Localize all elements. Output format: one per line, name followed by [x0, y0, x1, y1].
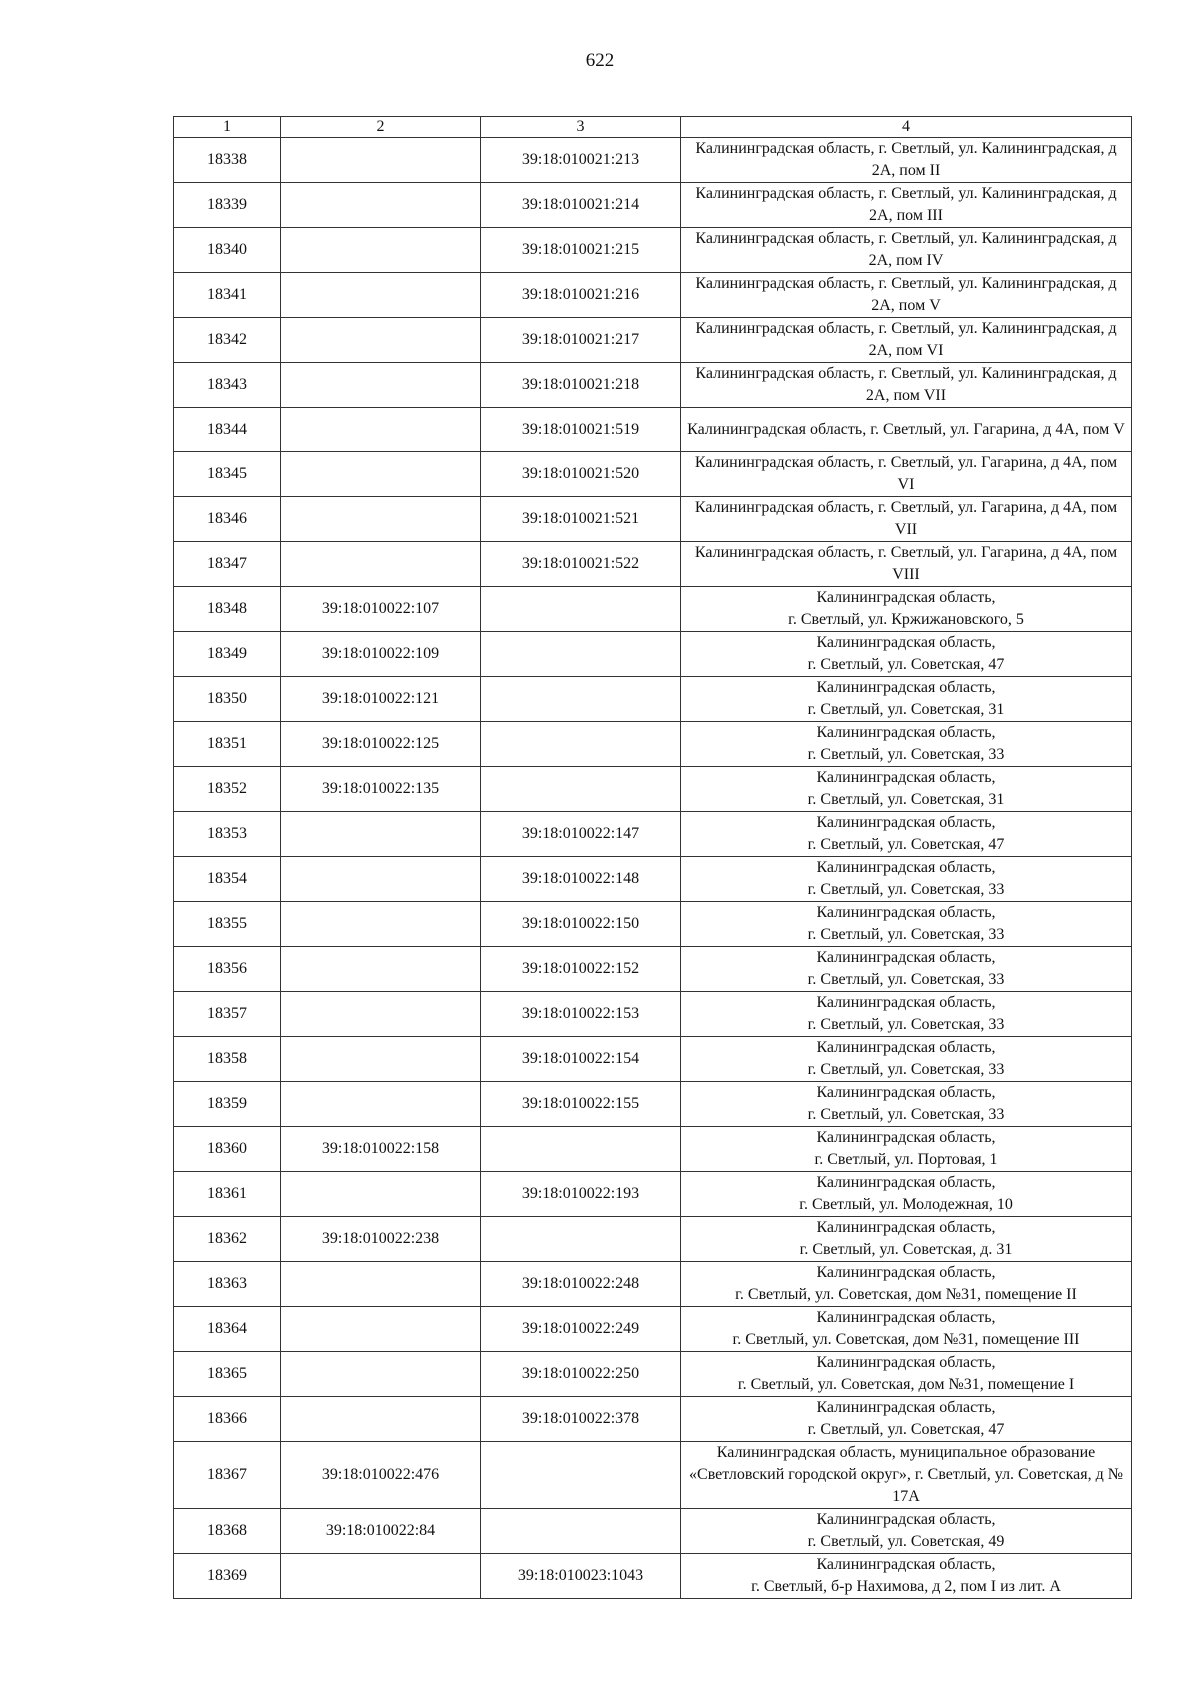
table-header	[174, 117, 1132, 138]
row-number-cell: 18357	[174, 992, 281, 1037]
cadastral-number-cell: 39:18:010022:148	[481, 857, 681, 902]
row-number-cell: 18355	[174, 902, 281, 947]
cadastral-number-cell	[281, 542, 481, 587]
table-row	[174, 902, 1132, 947]
cadastral-number-cell	[281, 273, 481, 318]
row-number-cell: 18361	[174, 1172, 281, 1217]
cadastral-number-cell: 39:18:010022:378	[481, 1397, 681, 1442]
cadastral-number-cell	[281, 812, 481, 857]
cadastral-number-cell	[281, 1397, 481, 1442]
address-cell: Калининградская область, г. Светлый, ул. Советская, 33	[681, 857, 1132, 902]
row-number-cell: 18346	[174, 497, 281, 542]
cadastral-number-cell	[281, 1037, 481, 1082]
table-row	[174, 1397, 1132, 1442]
column-header-1: 1	[174, 117, 281, 138]
row-number-cell: 18342	[174, 318, 281, 363]
address-cell: Калининградская область, г. Светлый, ул. Советская, дом №31, помещение II	[681, 1262, 1132, 1307]
table-row	[174, 452, 1132, 497]
row-number-cell: 18344	[174, 408, 281, 452]
cadastral-number-cell: 39:18:010021:213	[481, 138, 681, 183]
address-cell: Калининградская область, г. Светлый, ул. Советская, дом №31, помещение I	[681, 1352, 1132, 1397]
cadastral-number-cell: 39:18:010022:158	[281, 1127, 481, 1172]
cadastral-number-cell	[281, 1172, 481, 1217]
table-row	[174, 677, 1132, 722]
row-number-cell: 18353	[174, 812, 281, 857]
cadastral-number-cell	[481, 722, 681, 767]
table-row	[174, 318, 1132, 363]
address-cell: Калининградская область, г. Светлый, ул. Гагарина, д 4А, пом VIII	[681, 542, 1132, 587]
row-number-cell: 18369	[174, 1554, 281, 1599]
address-cell: Калининградская область, г. Светлый, ул. Советская, 47	[681, 812, 1132, 857]
row-number-cell: 18348	[174, 587, 281, 632]
row-number-cell: 18338	[174, 138, 281, 183]
row-number-cell: 18352	[174, 767, 281, 812]
address-cell: Калининградская область, г. Светлый, ул. Советская, 33	[681, 947, 1132, 992]
cadastral-number-cell	[481, 1509, 681, 1554]
address-cell: Калининградская область, г. Светлый, ул. Калининградская, д 2А, пом III	[681, 183, 1132, 228]
cadastral-number-cell: 39:18:010022:150	[481, 902, 681, 947]
cadastral-number-cell	[281, 452, 481, 497]
row-number-cell: 18368	[174, 1509, 281, 1554]
cadastral-number-cell: 39:18:010021:215	[481, 228, 681, 273]
table-row	[174, 1127, 1132, 1172]
cadastral-number-cell	[481, 1217, 681, 1262]
cadastral-number-cell	[281, 1352, 481, 1397]
cadastral-number-cell: 39:18:010022:153	[481, 992, 681, 1037]
cadastral-number-cell	[281, 138, 481, 183]
address-cell: Калининградская область, г. Светлый, ул. Советская, 31	[681, 677, 1132, 722]
cadastral-number-cell	[281, 857, 481, 902]
row-number-cell: 18360	[174, 1127, 281, 1172]
table-row	[174, 497, 1132, 542]
table-row	[174, 1082, 1132, 1127]
cadastral-number-cell	[281, 947, 481, 992]
cadastral-number-cell: 39:18:010021:216	[481, 273, 681, 318]
row-number-cell: 18347	[174, 542, 281, 587]
column-header-2: 2	[281, 117, 481, 138]
cadastral-number-cell	[281, 183, 481, 228]
registry-table	[173, 116, 1132, 1599]
cadastral-number-cell	[281, 318, 481, 363]
cadastral-number-cell: 39:18:010021:217	[481, 318, 681, 363]
table-row	[174, 1172, 1132, 1217]
cadastral-number-cell	[481, 632, 681, 677]
cadastral-number-cell: 39:18:010022:135	[281, 767, 481, 812]
cadastral-number-cell	[481, 587, 681, 632]
table-row	[174, 138, 1132, 183]
cadastral-number-cell: 39:18:010022:238	[281, 1217, 481, 1262]
row-number-cell: 18350	[174, 677, 281, 722]
table-row	[174, 1307, 1132, 1352]
row-number-cell: 18358	[174, 1037, 281, 1082]
cadastral-number-cell	[281, 1082, 481, 1127]
address-cell: Калининградская область, г. Светлый, ул. Советская, 33	[681, 902, 1132, 947]
cadastral-number-cell: 39:18:010022:125	[281, 722, 481, 767]
cadastral-number-cell	[281, 1262, 481, 1307]
cadastral-number-cell	[481, 1127, 681, 1172]
row-number-cell: 18345	[174, 452, 281, 497]
row-number-cell: 18349	[174, 632, 281, 677]
table-row	[174, 632, 1132, 677]
address-cell: Калининградская область, г. Светлый, ул. Кржижановского, 5	[681, 587, 1132, 632]
row-number-cell: 18366	[174, 1397, 281, 1442]
cadastral-number-cell: 39:18:010022:193	[481, 1172, 681, 1217]
address-cell: Калининградская область, г. Светлый, ул. Калининградская, д 2А, пом V	[681, 273, 1132, 318]
table-body	[174, 138, 1132, 1599]
cadastral-number-cell	[281, 1307, 481, 1352]
table-row	[174, 1442, 1132, 1509]
cadastral-number-cell: 39:18:010021:218	[481, 363, 681, 408]
cadastral-number-cell: 39:18:010022:147	[481, 812, 681, 857]
table-row	[174, 587, 1132, 632]
cadastral-number-cell: 39:18:010022:250	[481, 1352, 681, 1397]
table-row	[174, 767, 1132, 812]
cadastral-number-cell	[281, 1554, 481, 1599]
row-number-cell: 18359	[174, 1082, 281, 1127]
cadastral-number-cell: 39:18:010022:121	[281, 677, 481, 722]
cadastral-number-cell: 39:18:010022:154	[481, 1037, 681, 1082]
cadastral-number-cell: 39:18:010021:522	[481, 542, 681, 587]
cadastral-number-cell: 39:18:010022:249	[481, 1307, 681, 1352]
address-cell: Калининградская область, г. Светлый, ул. Советская, 33	[681, 1082, 1132, 1127]
table-row	[174, 273, 1132, 318]
address-cell: Калининградская область, г. Светлый, ул. Советская, 31	[681, 767, 1132, 812]
cadastral-number-cell	[481, 767, 681, 812]
table-row	[174, 1509, 1132, 1554]
table-row	[174, 542, 1132, 587]
cadastral-number-cell: 39:18:010022:476	[281, 1442, 481, 1509]
address-cell: Калининградская область, г. Светлый, ул. Калининградская, д 2А, пом II	[681, 138, 1132, 183]
table-row	[174, 228, 1132, 273]
table-row	[174, 1217, 1132, 1262]
table-row	[174, 1352, 1132, 1397]
cadastral-number-cell	[281, 408, 481, 452]
table-row	[174, 408, 1132, 452]
table-row	[174, 363, 1132, 408]
address-cell: Калининградская область, г. Светлый, ул. Советская, дом №31, помещение III	[681, 1307, 1132, 1352]
row-number-cell: 18356	[174, 947, 281, 992]
table-row	[174, 1037, 1132, 1082]
address-cell: Калининградская область, г. Светлый, ул. Портовая, 1	[681, 1127, 1132, 1172]
cadastral-number-cell	[481, 677, 681, 722]
address-cell: Калининградская область, г. Светлый, ул. Калининградская, д 2А, пом IV	[681, 228, 1132, 273]
cadastral-number-cell: 39:18:010021:519	[481, 408, 681, 452]
address-cell: Калининградская область, г. Светлый, ул. Гагарина, д 4А, пом V	[681, 408, 1132, 452]
cadastral-number-cell: 39:18:010022:155	[481, 1082, 681, 1127]
row-number-cell: 18354	[174, 857, 281, 902]
address-cell: Калининградская область, г. Светлый, ул. Советская, 33	[681, 992, 1132, 1037]
row-number-cell: 18364	[174, 1307, 281, 1352]
address-cell: Калининградская область, г. Светлый, ул. Советская, 47	[681, 1397, 1132, 1442]
table-row	[174, 857, 1132, 902]
cadastral-number-cell: 39:18:010021:214	[481, 183, 681, 228]
cadastral-number-cell: 39:18:010022:84	[281, 1509, 481, 1554]
cadastral-number-cell	[481, 1442, 681, 1509]
row-number-cell: 18351	[174, 722, 281, 767]
page-number: 622	[585, 50, 615, 71]
address-cell: Калининградская область, г. Светлый, ул. Калининградская, д 2А, пом VI	[681, 318, 1132, 363]
table-row	[174, 812, 1132, 857]
address-cell: Калининградская область, г. Светлый, ул. Молодежная, 10	[681, 1172, 1132, 1217]
address-cell: Калининградская область, г. Светлый, б-р Нахимова, д 2, пом I из лит. А	[681, 1554, 1132, 1599]
row-number-cell: 18367	[174, 1442, 281, 1509]
table-row	[174, 1262, 1132, 1307]
address-cell: Калининградская область, г. Светлый, ул. Советская, 47	[681, 632, 1132, 677]
cadastral-number-cell	[281, 902, 481, 947]
address-cell: Калининградская область, г. Светлый, ул. Советская, д. 31	[681, 1217, 1132, 1262]
address-cell: Калининградская область, г. Светлый, ул. Советская, 49	[681, 1509, 1132, 1554]
column-header-3: 3	[481, 117, 681, 138]
cadastral-number-cell: 39:18:010022:107	[281, 587, 481, 632]
table-row	[174, 183, 1132, 228]
address-cell: Калининградская область, г. Светлый, ул. Калининградская, д 2А, пом VII	[681, 363, 1132, 408]
row-number-cell: 18340	[174, 228, 281, 273]
cadastral-number-cell	[281, 992, 481, 1037]
row-number-cell: 18362	[174, 1217, 281, 1262]
cadastral-number-cell	[281, 228, 481, 273]
address-cell: Калининградская область, г. Светлый, ул. Советская, 33	[681, 1037, 1132, 1082]
cadastral-number-cell: 39:18:010021:520	[481, 452, 681, 497]
address-cell: Калининградская область, муниципальное образование «Светловский городской округ», г. Светлый, ул. Советская, д № 17А	[681, 1442, 1132, 1509]
row-number-cell: 18365	[174, 1352, 281, 1397]
column-header-4: 4	[681, 117, 1132, 138]
cadastral-number-cell: 39:18:010021:521	[481, 497, 681, 542]
cadastral-number-cell	[281, 497, 481, 542]
cadastral-number-cell	[281, 363, 481, 408]
cadastral-number-cell: 39:18:010022:109	[281, 632, 481, 677]
address-cell: Калининградская область, г. Светлый, ул. Гагарина, д 4А, пом VI	[681, 452, 1132, 497]
table-row	[174, 722, 1132, 767]
row-number-cell: 18341	[174, 273, 281, 318]
table-row	[174, 947, 1132, 992]
address-cell: Калининградская область, г. Светлый, ул. Советская, 33	[681, 722, 1132, 767]
address-cell: Калининградская область, г. Светлый, ул. Гагарина, д 4А, пом VII	[681, 497, 1132, 542]
cadastral-number-cell: 39:18:010022:152	[481, 947, 681, 992]
row-number-cell: 18363	[174, 1262, 281, 1307]
cadastral-number-cell: 39:18:010023:1043	[481, 1554, 681, 1599]
row-number-cell: 18339	[174, 183, 281, 228]
row-number-cell: 18343	[174, 363, 281, 408]
table-row	[174, 1554, 1132, 1599]
cadastral-number-cell: 39:18:010022:248	[481, 1262, 681, 1307]
table-row	[174, 992, 1132, 1037]
